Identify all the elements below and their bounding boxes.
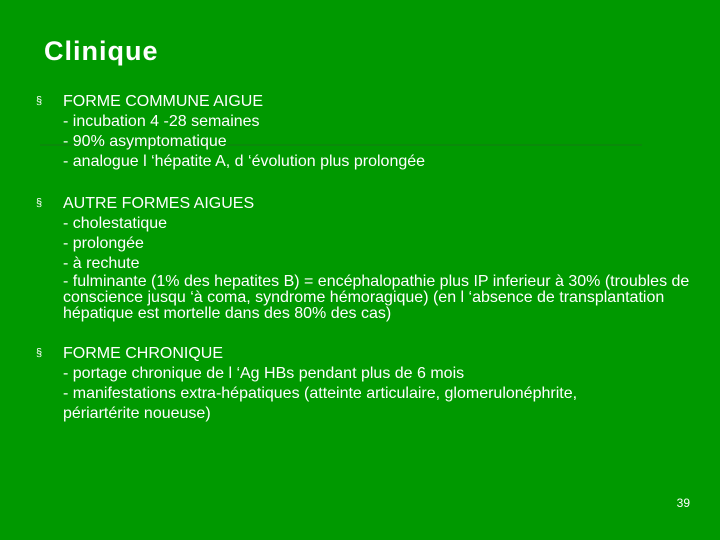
bullet-item [36, 344, 696, 424]
bullet-marker-icon: § [36, 197, 43, 209]
slide-title: Clinique [44, 36, 159, 66]
bullet-list [36, 92, 696, 424]
bullet-sub-item: - manifestations extra-hépatiques (atteinte articulaire, glomerulonéphrite, périartérite noueuse) [63, 385, 578, 422]
bullet-sub-item: - portage chronique de l ‘Ag HBs pendant plus de 6 mois [63, 365, 465, 382]
bullet-heading: AUTRE FORMES AIGUES [63, 195, 255, 212]
bullet-sub-item: - fulminante (1% des hepatites B) = encéphalopathie plus IP inferieur à 30% (troubles de conscience jusqu ‘à coma, syndrome hémoragique) (en l ‘absence de transplantation hépatique est mortelle dans des 80% des cas) [63, 273, 690, 322]
bullet-sub-item: - incubation 4 -28 semaines [63, 113, 260, 130]
bullet-marker-icon: § [36, 95, 43, 107]
bullet-item [36, 92, 696, 172]
bullet-sub-item: - à rechute [63, 255, 140, 272]
page-number: 39 [676, 496, 690, 510]
bullet-heading: FORME CHRONIQUE [63, 345, 223, 362]
bullet-marker-icon: § [36, 347, 43, 359]
bullet-sub-item: - analogue l ‘hépatite A, d ‘évolution plus prolongée [63, 153, 426, 170]
bullet-sub-item: - 90% asymptomatique [63, 133, 227, 150]
bullet-item [36, 194, 696, 322]
bullet-sub-item: - prolongée [63, 235, 144, 252]
bullet-sub-item: - cholestatique [63, 215, 168, 232]
bullet-heading: FORME COMMUNE AIGUE [63, 93, 264, 110]
